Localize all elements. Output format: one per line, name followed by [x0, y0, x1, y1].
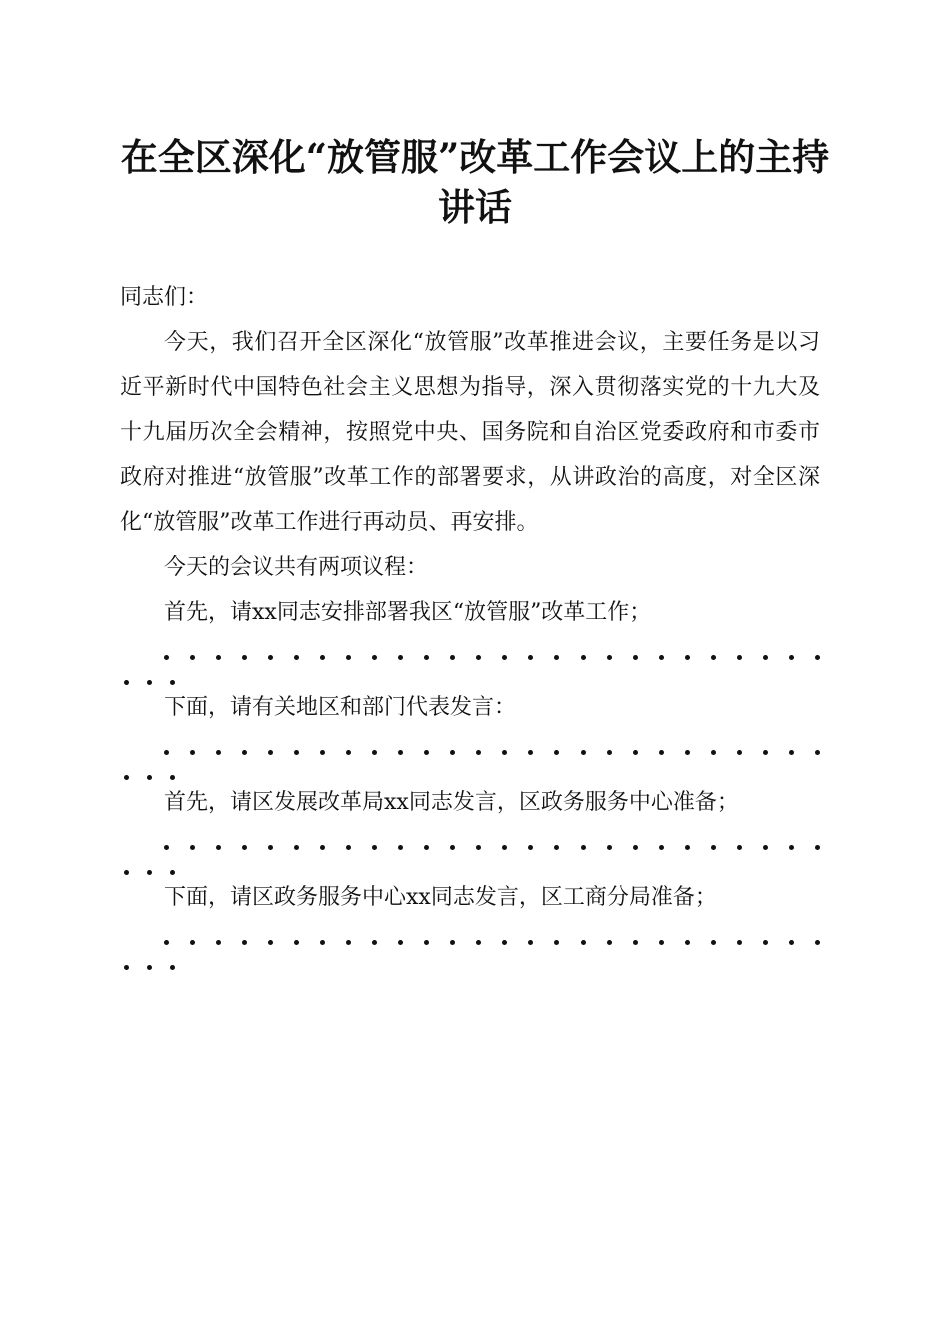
ellipsis-dot — [711, 845, 716, 850]
ellipsis-dot — [711, 655, 716, 660]
ellipsis-dot — [607, 940, 612, 945]
ellipsis-dot — [815, 655, 820, 660]
agenda-item-2: 下面，请有关地区和部门代表发言： — [164, 695, 517, 720]
ellipsis-dot — [685, 750, 690, 755]
ellipsis-dot — [815, 750, 820, 755]
ellipsis-dot — [147, 965, 152, 970]
ellipsis-dot — [633, 655, 638, 660]
ellipsis-dot — [633, 940, 638, 945]
ellipsis-dot — [789, 655, 794, 660]
ellipsis-dot — [659, 655, 664, 660]
ellipsis-dot — [581, 655, 586, 660]
ellipsis-dot — [659, 940, 664, 945]
ellipsis-dot — [659, 750, 664, 755]
ellipsis-dot — [711, 750, 716, 755]
ellipsis-divider — [120, 730, 820, 780]
ellipsis-dot — [711, 940, 716, 945]
ellipsis-dot — [815, 845, 820, 850]
ellipsis-dot — [737, 940, 742, 945]
ellipsis-dot — [170, 965, 175, 970]
ellipsis-dot — [147, 680, 152, 685]
title-line-1: 在全区深化“放管服”改革工作会议上的主持 — [120, 135, 830, 179]
ellipsis-dot — [633, 750, 638, 755]
ellipsis-dot — [685, 845, 690, 850]
document-title — [110, 132, 840, 232]
intro-paragraph: 今天，我们召开全区深化“放管服”改革推进会议，主要任务是以习近平新时代中国特色社会主义思想为指导，深入贯彻落实党的十九大及十九届历次全会精神，按照党中央、国务院和自治区党委政府和市委市政府对推进“放管服”改革工作的部署要求，从讲政治的高度，对全区深化“放管服”改革工作进行再动员、再安排。 — [120, 330, 820, 535]
ellipsis-dot — [659, 845, 664, 850]
ellipsis-dot — [164, 845, 169, 850]
ellipsis-dot — [124, 775, 129, 780]
document-body — [120, 275, 820, 970]
ellipsis-dot — [607, 845, 612, 850]
ellipsis-dot — [190, 940, 195, 945]
ellipsis-dot — [763, 845, 768, 850]
ellipsis-dot — [147, 870, 152, 875]
ellipsis-dot — [190, 750, 195, 755]
ellipsis-dot — [789, 845, 794, 850]
ellipsis-dot — [789, 750, 794, 755]
ellipsis-divider — [120, 635, 820, 685]
ellipsis-dot — [633, 845, 638, 850]
ellipsis-dot — [789, 940, 794, 945]
ellipsis-dot — [685, 940, 690, 945]
ellipsis-divider — [120, 825, 820, 875]
ellipsis-dot — [164, 655, 169, 660]
agenda-intro: 今天的会议共有两项议程： — [164, 555, 429, 580]
ellipsis-dot — [164, 750, 169, 755]
agenda-item-1: 首先，请xx同志安排部署我区“放管服”改革工作； — [164, 600, 652, 625]
agenda-item-4: 下面，请区政务服务中心xx同志发言，区工商分局准备； — [164, 885, 717, 910]
ellipsis-dot — [164, 940, 169, 945]
ellipsis-dot — [124, 965, 129, 970]
ellipsis-dot — [815, 940, 820, 945]
ellipsis-dot — [190, 655, 195, 660]
ellipsis-dot — [607, 655, 612, 660]
ellipsis-dot — [124, 870, 129, 875]
ellipsis-dot — [124, 680, 129, 685]
ellipsis-dot — [737, 845, 742, 850]
ellipsis-dot — [763, 750, 768, 755]
agenda-item-3: 首先，请区发展改革局xx同志发言，区政务服务中心准备； — [164, 790, 739, 815]
ellipsis-dot — [607, 750, 612, 755]
ellipsis-dot — [737, 655, 742, 660]
ellipsis-dot — [581, 750, 586, 755]
ellipsis-dot — [685, 655, 690, 660]
ellipsis-dot — [763, 655, 768, 660]
ellipsis-dot — [763, 940, 768, 945]
title-line-2: 讲话 — [438, 185, 512, 229]
ellipsis-divider — [120, 920, 820, 970]
ellipsis-dot — [147, 775, 152, 780]
ellipsis-dot — [581, 845, 586, 850]
ellipsis-dot — [581, 940, 586, 945]
ellipsis-dot — [190, 845, 195, 850]
ellipsis-dot — [737, 750, 742, 755]
salutation: 同志们： — [120, 285, 209, 310]
